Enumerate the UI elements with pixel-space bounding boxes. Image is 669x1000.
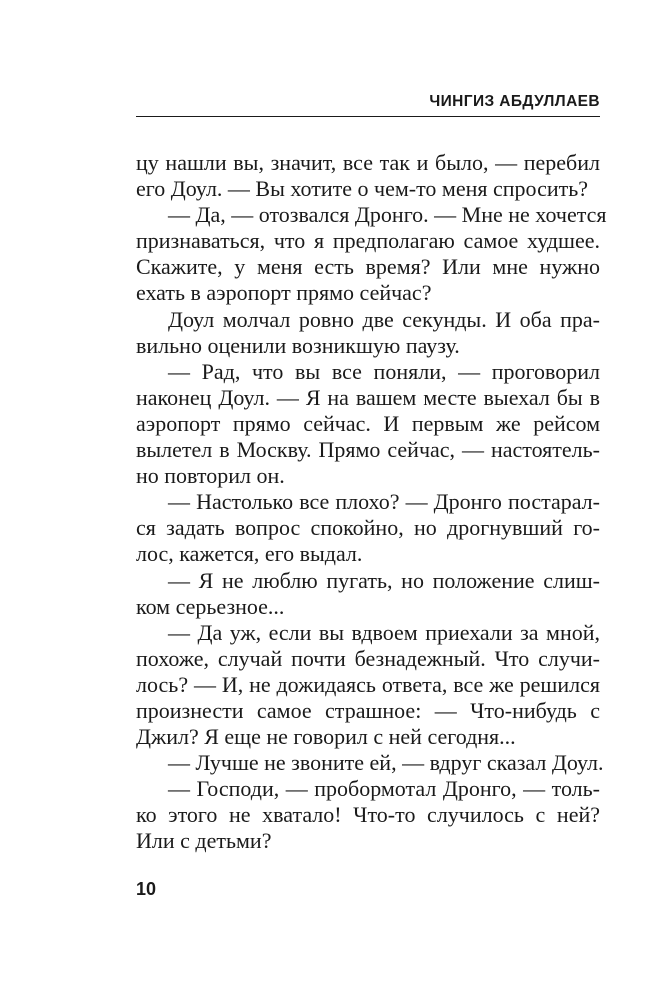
text-line: — Господи, — пробормотал Дронго, — толь- xyxy=(168,776,600,802)
text-line: — Лучше не звоните ей, — вдруг сказал Доул. xyxy=(168,750,604,776)
text-line: наконец Доул. — Я на вашем месте выехал бы в xyxy=(136,384,600,410)
text-line: Скажите, у меня есть время? Или мне нужно xyxy=(136,254,600,280)
text-line: вылетел в Москву. Прямо сейчас, — настоятель- xyxy=(136,437,600,463)
text-line: вильно оценили возникшую паузу. xyxy=(136,332,460,358)
text-line: ком серьезное... xyxy=(136,593,285,619)
text-line: — Я не люблю пугать, но положение слиш- xyxy=(168,567,600,593)
text-line: лос, кажется, его выдал. xyxy=(136,541,363,567)
text-line: похоже, случай почти безнадежный. Что случи- xyxy=(136,645,600,671)
running-head-author: ЧИНГИЗ АБДУЛЛАЕВ xyxy=(429,93,600,110)
text-line: Доул молчал ровно две секунды. И оба пра- xyxy=(168,306,600,332)
text-line: Джил? Я еще не говорил с ней сегодня... xyxy=(136,724,516,750)
text-line: лось? — И, не дожидаясь ответа, все же решился xyxy=(136,671,600,697)
text-line: — Да уж, если вы вдвоем приехали за мной, xyxy=(168,619,600,645)
text-line: — Рад, что вы все поняли, — проговорил xyxy=(168,358,600,384)
text-line: Или с детьми? xyxy=(136,828,272,854)
page-number: 10 xyxy=(136,879,157,899)
text-line: ко этого не хватало! Что-то случилось с ней? xyxy=(136,802,600,828)
text-line: аэропорт прямо сейчас. И первым же рейсом xyxy=(136,410,600,436)
text-line: — Да, — отозвался Дронго. — Мне не хочется xyxy=(168,202,607,228)
text-line: но повторил он. xyxy=(136,463,285,489)
text-line: произнести самое страшное: — Что-нибудь с xyxy=(136,697,600,723)
page-body-text xyxy=(136,150,607,855)
text-line: ся задать вопрос спокойно, но дрогнувший го- xyxy=(136,515,600,541)
text-line: его Доул. — Вы хотите о чем-то меня спросить? xyxy=(136,176,589,202)
header-rule xyxy=(136,116,600,117)
text-line: цу нашли вы, значит, все так и было, — перебил xyxy=(136,150,600,175)
text-line: ехать в аэропорт прямо сейчас? xyxy=(136,280,432,306)
text-line: признаваться, что я предполагаю самое худшее. xyxy=(136,228,600,254)
text-line: — Настолько все плохо? — Дронго постарал- xyxy=(168,489,600,515)
